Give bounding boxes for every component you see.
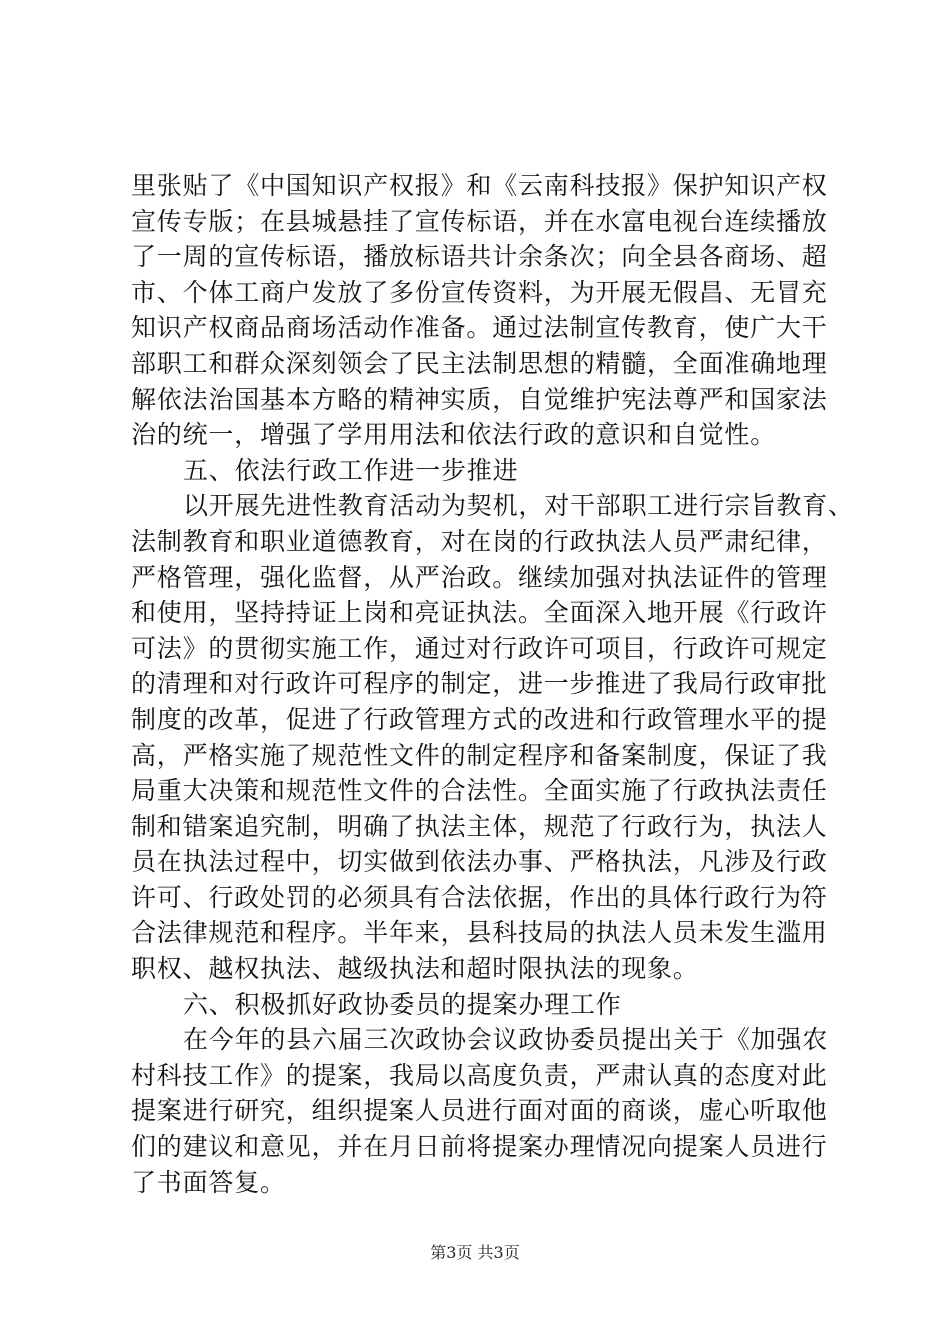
body-line: 治的统一，增强了学用用法和依法行政的意识和自觉性。 [131, 420, 777, 450]
body-line: 村科技工作》的提案，我局以高度负责，严肃认真的态度对此 [131, 1060, 828, 1090]
document-body [131, 168, 854, 1200]
body-line: 解依法治国基本方略的精神实质，自觉维护宪法尊严和国家法 [131, 384, 828, 414]
body-line: 市、个体工商户发放了多份宣传资料，为开展无假昌、无冒充 [131, 277, 828, 307]
body-line: 们的建议和意见，并在月日前将提案办理情况向提案人员进行 [131, 1132, 828, 1162]
body-line: 制度的改革，促进了行政管理方式的改进和行政管理水平的提 [131, 704, 828, 734]
body-line: 制和错案追究制，明确了执法主体，规范了行政行为，执法人 [131, 811, 828, 841]
body-line: 里张贴了《中国知识产权报》和《云南科技报》保护知识产权 [131, 171, 828, 200]
body-line: 严格管理，强化监督，从严治政。继续加强对执法证件的管理 [131, 562, 828, 592]
section-heading: 六、积极抓好政协委员的提案办理工作 [183, 989, 622, 1019]
body-line: 部职工和群众深刻领会了民主法制思想的精髓，全面准确地理 [131, 348, 828, 378]
body-line: 以开展先进性教育活动为契机，对干部职工进行宗旨教育、 [183, 491, 854, 521]
body-line: 在今年的县六届三次政协会议政协委员提出关于《加强农 [183, 1025, 829, 1055]
body-line: 知识产权商品商场活动作准备。通过法制宣传教育，使广大干 [131, 313, 828, 343]
body-line: 合法律规范和程序。半年来，县科技局的执法人员未发生滥用 [131, 918, 828, 948]
body-line: 宣传专版；在县城悬挂了宣传标语，并在水富电视台连续播放 [131, 206, 828, 236]
body-line: 职权、越权执法、越级执法和超时限执法的现象。 [131, 954, 699, 984]
body-line: 可法》的贯彻实施工作，通过对行政许可项目，行政许可规定 [131, 633, 828, 663]
body-line: 了一周的宣传标语，播放标语共计余条次；向全县各商场、超 [131, 242, 828, 272]
body-line: 许可、行政处罚的必须具有合法依据，作出的具体行政行为符 [131, 882, 828, 912]
body-line: 和使用，坚持持证上岗和亮证执法。全面深入地开展《行政许 [131, 598, 828, 628]
body-line: 提案进行研究，组织提案人员进行面对面的商谈，虚心听取他 [131, 1096, 828, 1126]
body-line: 高，严格实施了规范性文件的制定程序和备案制度，保证了我 [131, 740, 828, 770]
body-line: 的清理和对行政许可程序的制定，进一步推进了我局行政审批 [131, 669, 828, 699]
body-line: 局重大决策和规范性文件的合法性。全面实施了行政执法责任 [131, 776, 828, 806]
body-line: 法制教育和职业道德教育，对在岗的行政执法人员严肃纪律， [131, 526, 828, 556]
page-number-footer: 第3页 共3页 [430, 1243, 520, 1262]
body-line: 员在执法过程中，切实做到依法办事、严格执法，凡涉及行政 [131, 847, 828, 877]
section-heading: 五、依法行政工作进一步推进 [183, 455, 519, 485]
body-line: 了书面答复。 [131, 1167, 286, 1197]
